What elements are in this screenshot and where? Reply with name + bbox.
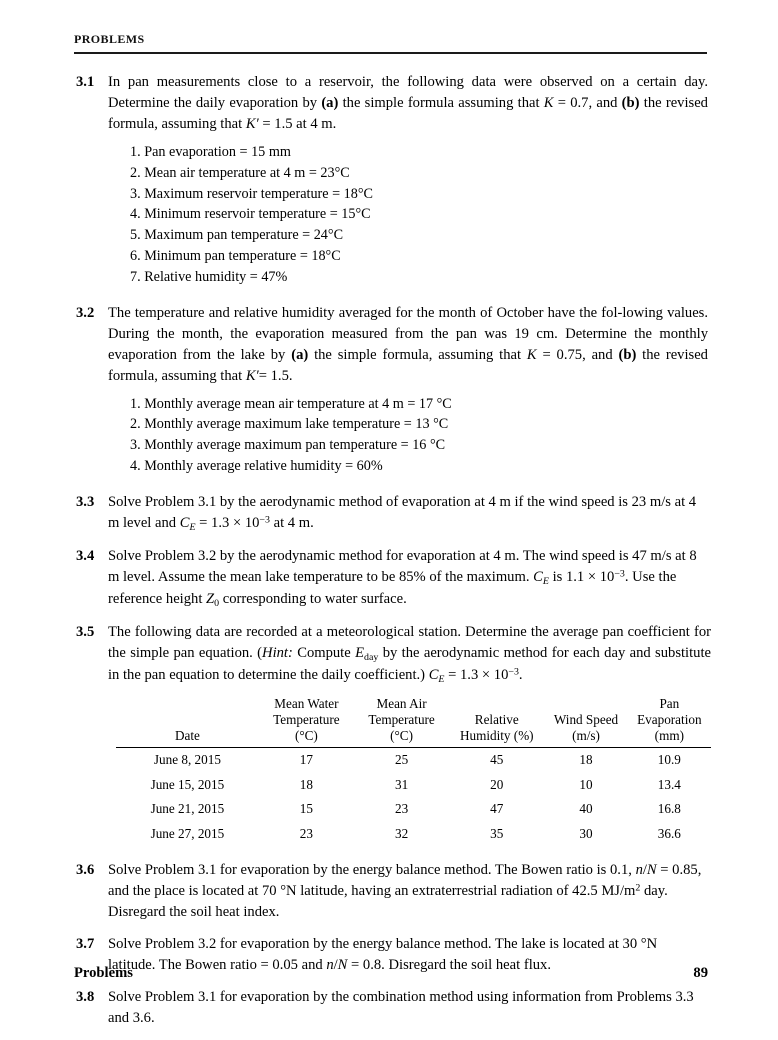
problem-item (74, 622, 711, 849)
list-item: 4. Monthly average relative humidity = 60% (130, 457, 383, 474)
cell-relative-humidity: 35 (490, 826, 504, 842)
list-item: 6. Minimum pan temperature = 18°C (130, 247, 341, 264)
problem-body: Solve Problem 3.1 for evaporation by the combination method using information from Problems 3.3 and 3.6. (108, 989, 694, 1027)
problem-body: Solve Problem 3.2 by the aerodynamic method for evaporation at 4 m. The wind speed is 47 m/s at 8 m level. Assume the mean lake temperature to be 85% of the maximum. $C_E$ is $1.1 \times 10^{-3}$. Use the reference height $Z_0$ corresponding to water surface. (108, 547, 697, 609)
list-item: 2. Monthly average maximum lake temperature = 13 °C (130, 416, 449, 433)
problem-text: The following data are recorded at a meteorological station. Determine the average pan coefficient for the simple pan equation. (Hint: Compute $E_{day}$ by the aerodynamic method for each day and substitute in the pan equation to determine the daily coefficient.) $C_E = 1.3 \times 10^{-3}$. (108, 623, 711, 685)
problem-item (74, 72, 708, 292)
list-item: 5. Maximum pan temperature = 24°C (130, 227, 344, 244)
table-row (116, 797, 711, 822)
header-line-3: (m/s) (572, 727, 600, 743)
page-number: 89 (693, 965, 708, 981)
problem-item (74, 860, 708, 923)
header-line-3: (°C) (294, 727, 318, 743)
header-line-2: Evaporation (637, 711, 702, 727)
problem-number: 3.4 (76, 547, 95, 564)
table-header-row (116, 696, 711, 747)
problem-number: 3.5 (76, 623, 95, 640)
problem-number: 3.1 (76, 74, 95, 90)
problem-body: Solve Problem 3.2 for evaporation by the energy balance method. The lake is located at 30 °N latitude. The Bowen ratio = 0.05 and n/N = 0.8. Disregard the soil heat flux. (108, 936, 658, 974)
problem-number: 3.3 (76, 493, 95, 510)
cell-relative-humidity: 45 (490, 751, 504, 767)
column-header-mean-water-temperature (259, 696, 354, 747)
problem-number: 3.6 (76, 862, 95, 879)
cell-wind-speed: 30 (579, 826, 593, 842)
list-item: 3. Monthly average maximum pan temperature = 16 °C (130, 437, 446, 454)
meteorological-data-table-wrap (116, 696, 711, 847)
cell-wind-speed: 18 (579, 751, 593, 767)
problem-sublist (108, 142, 708, 288)
problem-text: The temperature and relative humidity averaged for the month of October have the fol-lowing values. During the month, the evaporation measured from the pan was 19 cm. Determine the monthly evaporation from the lake by (a) the simple formula, assuming that K = 0.75, and (b) the revised formula, assuming that K′= 1.5. (108, 304, 708, 384)
cell-mean-water-temp: 18 (299, 776, 313, 792)
problem-item (74, 987, 708, 1029)
cell-pan-evaporation: 16.8 (657, 801, 681, 817)
problem-sublist (108, 394, 708, 477)
table-body (116, 747, 711, 847)
problem-body (108, 303, 708, 481)
problem-text: In pan measurements close to a reservoir, the following data were observed on a certain day. Determine the daily evaporation by (a) the simple formula assuming that K = 0.7, and (b) the revised formula, assuming that K′ = 1.5 at 4 m. (108, 74, 708, 132)
cell-pan-evaporation: 10.9 (657, 751, 681, 767)
column-header-relative-humidity (449, 696, 544, 747)
heading-rule (74, 52, 707, 54)
cell-mean-water-temp: 15 (299, 801, 313, 817)
cell-mean-water-temp: 23 (299, 826, 313, 842)
problem-number: 3.8 (76, 989, 95, 1006)
table-row (116, 747, 711, 772)
list-item: 1. Monthly average mean air temperature at 4 m = 17 °C (130, 395, 452, 412)
header-line-2: Temperature (273, 711, 340, 727)
cell-date: June 21, 2015 (150, 801, 225, 817)
cell-date: June 8, 2015 (153, 751, 221, 767)
section-heading-block (74, 28, 707, 54)
table-head (116, 696, 711, 747)
problem-body: Solve Problem 3.1 for evaporation by the energy balance method. The Bowen ratio is 0.1, n/N = 0.85, and the place is located at 70 °N latitude, having an extraterrestrial radiation of 42.5 $MJ/m^2$ day. Disregard the soil heat index. (108, 862, 702, 921)
list-item: 1. Pan evaporation = 15 mm (130, 144, 291, 160)
list-item: 3. Maximum reservoir temperature = 18°C (130, 185, 373, 202)
cell-mean-air-temp: 25 (394, 751, 409, 767)
table-row (116, 772, 711, 797)
meteorological-data-table (116, 696, 711, 847)
cell-wind-speed: 40 (579, 801, 593, 817)
column-header-date (116, 696, 259, 747)
problem-body (108, 622, 711, 849)
page-title: problems (74, 27, 145, 47)
problem-list (74, 72, 711, 1040)
cell-relative-humidity: 20 (490, 776, 504, 792)
cell-mean-water-temp: 17 (299, 751, 313, 767)
column-header-pan-evaporation (628, 696, 711, 747)
running-head: Problems (74, 965, 133, 981)
problem-number: 3.7 (76, 936, 95, 953)
cell-wind-speed: 10 (579, 776, 593, 792)
problem-item (74, 546, 708, 611)
cell-pan-evaporation: 36.6 (657, 826, 681, 842)
list-item: 2. Mean air temperature at 4 m = 23°C (130, 164, 350, 181)
column-header-mean-air-temperature (354, 696, 449, 747)
problem-body: Solve Problem 3.1 by the aerodynamic method of evaporation at 4 m if the wind speed is 23 m/s at 4 m level and $C_E = 1.3 \times 10^{-3}$ at 4 m. (108, 493, 697, 533)
list-item: 7. Relative humidity = 47% (130, 268, 288, 285)
header-line-3: (°C) (390, 727, 413, 743)
column-header-wind-speed (544, 696, 627, 747)
header-line-2: Wind Speed (553, 711, 619, 727)
header-line-1: Pan (659, 696, 680, 711)
cell-pan-evaporation: 13.4 (657, 776, 681, 792)
problem-item (74, 303, 708, 481)
header-line-1: Mean Air (376, 696, 427, 711)
problem-number: 3.2 (76, 304, 95, 321)
cell-mean-air-temp: 32 (394, 826, 409, 842)
header-line-3: Humidity (%) (459, 727, 534, 743)
problem-item (74, 492, 708, 535)
header-line-2: Relative (474, 711, 519, 727)
cell-date: June 27, 2015 (150, 826, 225, 842)
cell-mean-air-temp: 23 (394, 801, 409, 817)
table-row (116, 822, 711, 847)
page-footer (74, 965, 708, 982)
cell-mean-air-temp: 31 (394, 776, 409, 792)
header-line-3: Date (174, 727, 200, 743)
header-line-2: Temperature (368, 711, 435, 727)
problem-body (108, 72, 708, 292)
list-item: 4. Minimum reservoir temperature = 15°C (130, 206, 371, 223)
header-line-1: Mean Water (274, 696, 339, 711)
cell-relative-humidity: 47 (490, 801, 504, 817)
cell-date: June 15, 2015 (150, 776, 225, 792)
header-line-3: (mm) (654, 727, 684, 743)
